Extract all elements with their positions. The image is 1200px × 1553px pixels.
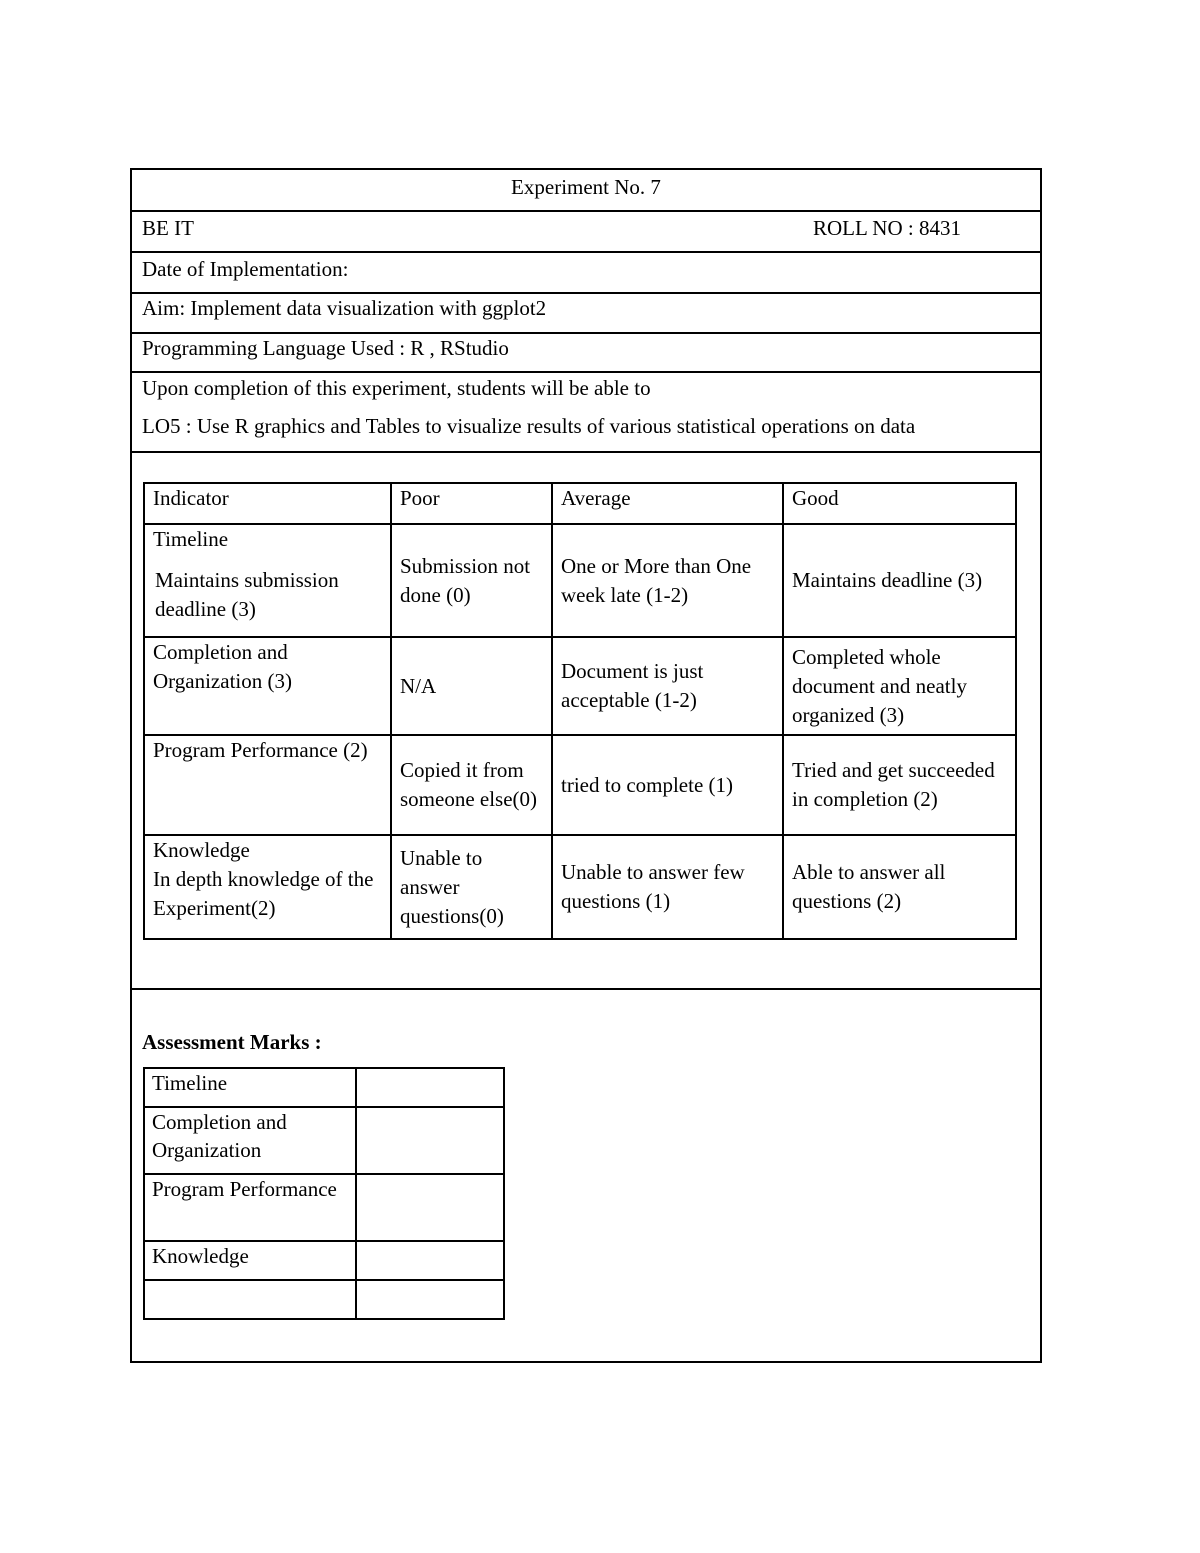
header-poor: Poor	[391, 483, 552, 524]
marks-row	[144, 1241, 504, 1280]
assessment-table	[143, 1067, 505, 1320]
marks-row	[144, 1107, 504, 1174]
indicator-title: Timeline	[153, 527, 229, 551]
marks-row	[144, 1174, 504, 1241]
learning-outcome: LO5 : Use R graphics and Tables to visualize results of various statistical operations on data	[142, 414, 916, 438]
aim-text: Aim: Implement data visualization with ggplot2	[142, 296, 547, 320]
good-cell: Completed whole document and neatly organized (3)	[783, 637, 1016, 735]
marks-value[interactable]	[356, 1241, 504, 1280]
language-text: Programming Language Used : R , RStudio	[142, 336, 509, 360]
marks-label: Timeline	[144, 1068, 356, 1107]
rubric-row-knowledge	[144, 835, 1016, 939]
marks-label: Completion and Organization	[144, 1107, 356, 1174]
marks-row	[144, 1068, 504, 1107]
poor-cell: Unable to answer questions(0)	[391, 835, 552, 939]
indicator-cell	[144, 735, 391, 835]
average-cell: tried to complete (1)	[552, 735, 783, 835]
aim-row	[132, 294, 1040, 334]
language-row	[132, 334, 1040, 373]
rubric-header-row	[144, 483, 1016, 524]
average-cell: Unable to answer few questions (1)	[552, 835, 783, 939]
indicator-detail: In depth knowledge of the Experiment(2)	[153, 867, 374, 920]
marks-label: Program Performance	[144, 1174, 356, 1241]
good-cell: Maintains deadline (3)	[783, 524, 1016, 637]
header-indicator: Indicator	[144, 483, 391, 524]
poor-cell: Submission not done (0)	[391, 524, 552, 637]
page-title: Experiment No. 7	[511, 175, 661, 199]
rubric-row-timeline	[144, 524, 1016, 637]
indicator-title: Program Performance (2)	[153, 738, 368, 762]
roll-number: ROLL NO : 8431	[813, 216, 961, 240]
marks-value[interactable]	[356, 1174, 504, 1241]
outcome-intro: Upon completion of this experiment, students will be able to	[142, 376, 651, 400]
rubric-table	[143, 482, 1017, 940]
indicator-detail: Maintains submission deadline (3)	[155, 568, 339, 621]
poor-cell: N/A	[391, 637, 552, 735]
rubric-row-completion	[144, 637, 1016, 735]
class-roll-row	[132, 212, 1040, 253]
average-cell: One or More than One week late (1-2)	[552, 524, 783, 637]
date-row	[132, 253, 1040, 294]
marks-value[interactable]	[356, 1280, 504, 1319]
good-cell: Tried and get succeeded in completion (2)	[783, 735, 1016, 835]
assessment-heading: Assessment Marks :	[142, 1030, 322, 1054]
marks-label: Knowledge	[144, 1241, 356, 1280]
header-average: Average	[552, 483, 783, 524]
marks-label	[144, 1280, 356, 1319]
experiment-sheet	[130, 168, 1042, 1363]
good-cell: Able to answer all questions (2)	[783, 835, 1016, 939]
indicator-cell	[144, 524, 391, 637]
indicator-cell	[144, 835, 391, 939]
marks-row	[144, 1280, 504, 1319]
rubric-row-performance	[144, 735, 1016, 835]
marks-value[interactable]	[356, 1107, 504, 1174]
title-row	[132, 170, 1040, 212]
indicator-cell	[144, 637, 391, 735]
poor-cell: Copied it from someone else(0)	[391, 735, 552, 835]
class-label: BE IT	[142, 216, 194, 240]
indicator-title: Completion and Organization (3)	[153, 640, 292, 693]
date-of-implementation: Date of Implementation:	[142, 257, 349, 281]
marks-value[interactable]	[356, 1068, 504, 1107]
outcome-row	[132, 373, 1040, 453]
indicator-title: Knowledge	[153, 838, 250, 862]
average-cell: Document is just acceptable (1-2)	[552, 637, 783, 735]
header-good: Good	[783, 483, 1016, 524]
